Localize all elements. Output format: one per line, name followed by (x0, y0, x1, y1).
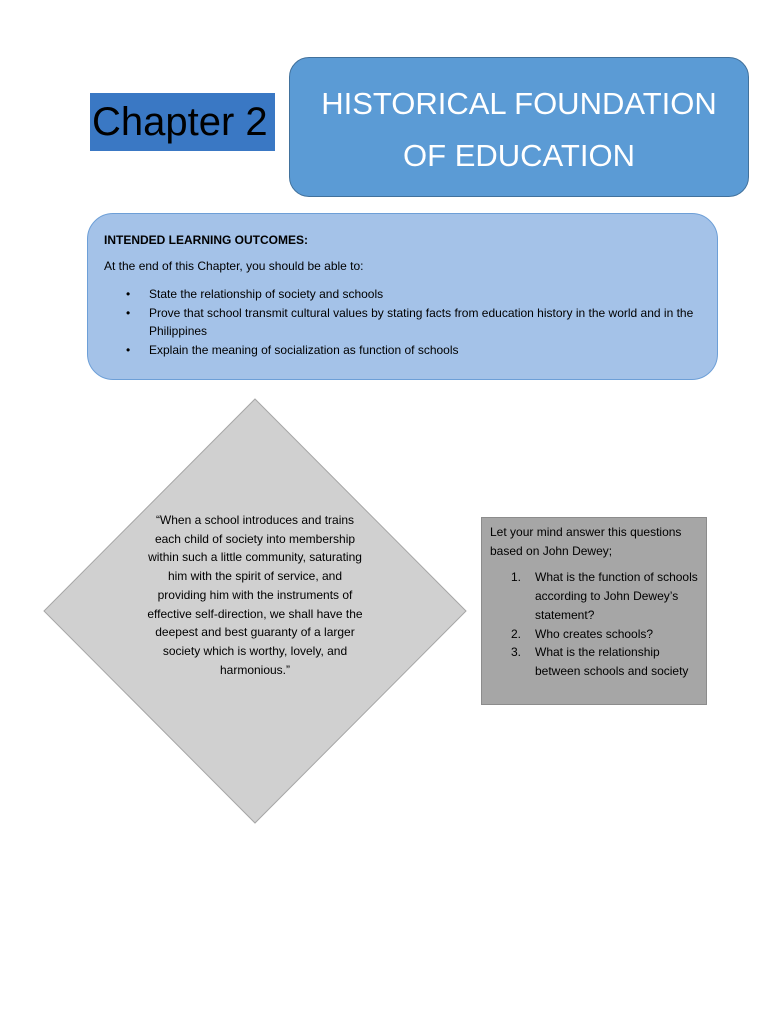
question-number: 1. (511, 570, 522, 585)
dewey-quote: “When a school introduces and trains each child of society into membership within such a little community, saturating him with the spirit of service, and providing him with the instruments of effective self-direction, we shall have the deepest and best guaranty of a larger society which is worthy, lovely, and harmonious.” (147, 513, 363, 677)
question-item (490, 568, 698, 624)
chapter-title-line-1: HISTORICAL FOUNDATION (321, 86, 717, 121)
question-number: 3. (511, 645, 522, 660)
question-item (490, 625, 698, 644)
outcomes-intro: At the end of this Chapter, you should be able to: (104, 259, 364, 273)
learning-outcomes-box (87, 213, 718, 380)
question-text: What is the function of schools according to John Dewey’s statement? (535, 570, 698, 622)
reflection-questions-box (481, 517, 707, 705)
chapter-title (289, 57, 749, 197)
outcome-item (104, 304, 701, 340)
chapter-label: Chapter 2 (90, 93, 275, 151)
outcome-text: Prove that school transmit cultural values by stating facts from education history in the world and in the Philippines (149, 306, 694, 338)
bullet-icon: • (126, 287, 131, 301)
question-text: Who creates schools? (535, 626, 654, 641)
bullet-icon: • (126, 343, 131, 357)
outcome-text: State the relationship of society and schools (149, 287, 384, 301)
outcome-item (104, 285, 701, 303)
question-number: 2. (511, 626, 522, 641)
bullet-icon: • (126, 306, 131, 320)
outcomes-list (104, 285, 701, 359)
chapter-title-line-2: OF EDUCATION (403, 138, 635, 173)
outcome-text: Explain the meaning of socialization as function of schools (149, 343, 459, 357)
questions-list (490, 568, 698, 680)
outcome-item (104, 341, 701, 359)
question-item (490, 643, 698, 680)
questions-intro: Let your mind answer this questions based on John Dewey; (490, 525, 682, 558)
question-text: What is the relationship between schools and society (535, 645, 689, 678)
outcomes-heading: INTENDED LEARNING OUTCOMES: (104, 233, 308, 247)
